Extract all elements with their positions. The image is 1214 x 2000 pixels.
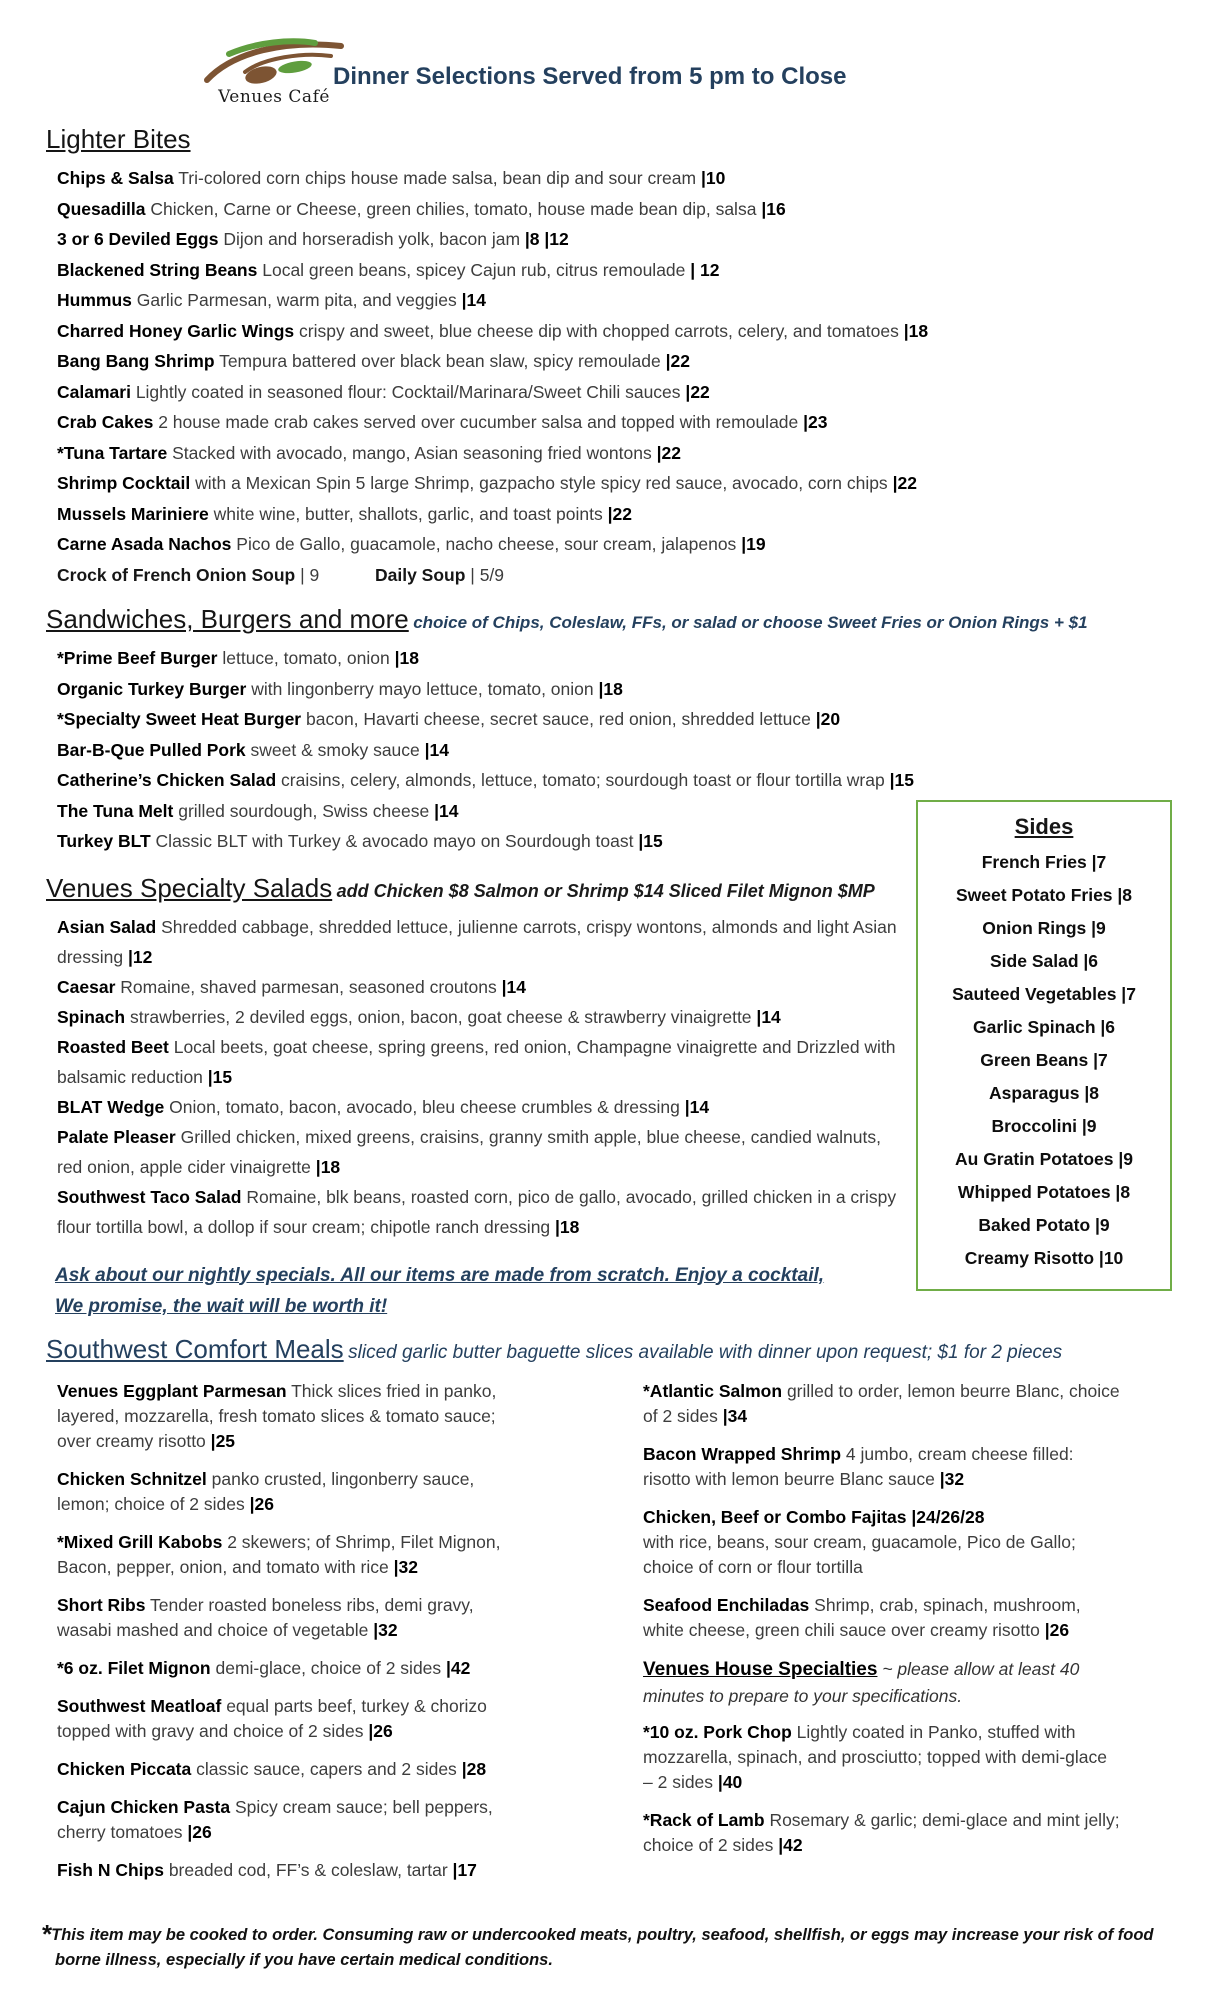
item-desc: Local beets, goat cheese, spring greens, red onion, Champagne vinaigrette and Drizzled with balsamic reduction [57, 1036, 896, 1087]
item-price: |42 [778, 1834, 803, 1855]
item-price: |14 [756, 1006, 781, 1027]
item-desc: Grilled chicken, mixed greens, craisins, granny smith apple, blue cheese, candied walnuts, red onion, apple cider vinaigrette [57, 1126, 881, 1177]
menu-item [57, 1656, 525, 1681]
item-desc: with rice, beans, sour cream, guacamole, Pico de Gallo; choice of corn or flour tortilla [643, 1531, 1076, 1577]
menu-item [57, 1182, 902, 1242]
menu-item [57, 285, 1214, 316]
menu-item [57, 912, 902, 972]
menu-item [57, 1593, 525, 1643]
menu-item [57, 765, 1214, 796]
item-price: |14 [501, 976, 526, 997]
sides-list [918, 846, 1170, 1275]
item-price: |10 [700, 168, 726, 188]
item-desc: Romaine, blk beans, roasted corn, pico de gallo, avocado, grilled chicken in a crispy flour tortilla bowl, a dollop if sour cream; chipotle ranch dressing [57, 1186, 897, 1237]
menu-item [57, 1858, 525, 1883]
menu-item [643, 1808, 1121, 1858]
menu-item [57, 316, 1214, 347]
item-name: Roasted Beet [57, 1036, 169, 1057]
item-name: Seafood Enchiladas [643, 1594, 810, 1615]
item-name: Southwest Taco Salad [57, 1186, 242, 1207]
section-note-salads: add Chicken $8 Salmon or Shrimp $14 Sliced Filet Mignon $MP [336, 880, 875, 901]
item-desc: with lingonberry mayo lettuce, tomato, onion [251, 678, 594, 699]
section-head-comfort [0, 1334, 1214, 1365]
item-desc: Rosemary & garlic; demi-glace and mint jelly; choice of 2 sides [643, 1809, 1120, 1855]
house-specialties-list [643, 1720, 1121, 1858]
item-name: Calamari [57, 381, 131, 402]
side-item: Sauteed Vegetables |7 [952, 984, 1136, 1004]
menu-item [643, 1442, 1121, 1492]
menu-item [57, 163, 1214, 194]
item-name: Cajun Chicken Pasta [57, 1796, 231, 1817]
item-name: Chicken Schnitzel [57, 1468, 207, 1489]
item-name: Bar-B-Que Pulled Pork [57, 739, 246, 760]
item-name: Palate Pleaser [57, 1126, 176, 1147]
side-item: Green Beans |7 [980, 1050, 1108, 1070]
item-desc: Lightly coated in Panko, stuffed with mozzarella, spinach, and prosciutto; topped with demi-glace – 2 sides [643, 1721, 1107, 1792]
item-desc: Classic BLT with Turkey & avocado mayo on Sourdough toast [155, 831, 634, 851]
menu-item [57, 255, 1214, 286]
section-title-salads: Venues Specialty Salads [46, 872, 333, 903]
item-name: Quesadilla [57, 198, 146, 219]
item-name: Crab Cakes [57, 412, 154, 432]
item-desc: with a Mexican Spin 5 large Shrimp, gazpacho style spicy red sauce, avocado, corn chips [195, 473, 888, 493]
sides-title: Sides [1014, 814, 1074, 839]
menu-item [643, 1720, 1121, 1795]
logo-swoosh-icon [199, 34, 349, 90]
item-desc: Shrimp, crab, spinach, mushroom, white cheese, green chili sauce over creamy risotto [643, 1594, 1081, 1640]
item-name: Hummus [57, 290, 132, 310]
menu-item [57, 1092, 902, 1122]
item-price: |32 [939, 1468, 965, 1489]
item-name: Organic Turkey Burger [57, 678, 247, 699]
menu-item [57, 1002, 902, 1032]
item-desc: Lightly coated in seasoned flour: Cocktail/Marinara/Sweet Chili sauces [135, 381, 681, 402]
item-desc: Dijon and horseradish yolk, bacon jam [223, 229, 521, 249]
side-item: Broccolini |9 [991, 1116, 1097, 1136]
item-desc: Tri-colored corn chips house made salsa, bean dip and sour cream [178, 168, 697, 188]
item-name: Bacon Wrapped Shrimp [643, 1443, 842, 1464]
side-item: Onion Rings |9 [982, 918, 1106, 938]
item-desc: Spicy cream sauce; bell peppers, cherry tomatoes [57, 1796, 493, 1842]
item-desc: Thick slices fried in panko, layered, mozzarella, fresh tomato slices & tomato sauce; over creamy risotto [57, 1380, 497, 1451]
soup-row [0, 560, 1214, 591]
side-item: Baked Potato |9 [978, 1215, 1110, 1235]
item-price: | 9 [300, 564, 320, 585]
item-desc: sweet & smoky sauce [250, 739, 420, 760]
section-head-lighter-bites [0, 124, 1214, 155]
item-name: *Prime Beef Burger [57, 648, 218, 668]
item-desc: equal parts beef, turkey & chorizo topped with gravy and choice of 2 sides [57, 1695, 487, 1741]
item-price: |14 [684, 1096, 710, 1117]
menu-item [57, 1694, 525, 1744]
item-price: |22 [892, 473, 917, 493]
item-desc: Chicken, Carne or Cheese, green chilies, tomato, house made bean dip, salsa [150, 198, 757, 219]
menu-item [57, 407, 1214, 438]
item-price: |8 |12 [524, 229, 569, 249]
item-desc: panko crusted, lingonberry sauce, lemon; choice of 2 sides [57, 1468, 475, 1514]
item-desc: Stacked with avocado, mango, Asian seasoning fried wontons [172, 442, 652, 463]
item-name: Bang Bang Shrimp [57, 351, 215, 371]
item-price: |14 [461, 290, 486, 310]
item-name: *Atlantic Salmon [643, 1380, 783, 1401]
item-price: |14 [424, 739, 450, 760]
comfort-columns [0, 1379, 1214, 1896]
item-price: |15 [638, 831, 663, 851]
item-desc: grilled sourdough, Swiss cheese [178, 800, 430, 821]
menu-item [57, 1032, 902, 1092]
sides-box [916, 800, 1172, 1291]
item-name: Short Ribs [57, 1594, 146, 1615]
logo-text: Venues Café [218, 87, 330, 107]
item-price: |26 [1044, 1619, 1070, 1640]
item-name: Chicken, Beef or Combo Fajitas [643, 1506, 907, 1527]
item-price: |22 [607, 503, 632, 524]
menu-item [57, 735, 1214, 766]
item-name: Southwest Meatloaf [57, 1695, 222, 1716]
item-desc: classic sauce, capers and 2 sides [196, 1758, 457, 1779]
item-price: |18 [555, 1216, 580, 1237]
menu-item [57, 1530, 525, 1580]
menu-header [0, 0, 1214, 118]
item-price: |18 [598, 678, 623, 699]
item-desc: 4 jumbo, cream cheese filled: risotto with lemon beurre Blanc sauce [643, 1443, 1074, 1489]
item-name: Crock of French Onion Soup [57, 564, 296, 585]
item-price: |22 [685, 381, 710, 402]
item-name: *Mixed Grill Kabobs [57, 1531, 223, 1552]
item-price: |26 [187, 1821, 212, 1842]
house-specialties-title: Venues House Specialties [643, 1658, 878, 1680]
menu-item [57, 438, 1214, 469]
venues-cafe-logo [196, 34, 352, 107]
item-name: *10 oz. Pork Chop [643, 1721, 792, 1742]
menu-item [57, 468, 1214, 499]
item-desc: Pico de Gallo, guacamole, nacho cheese, sour cream, jalapenos [236, 534, 737, 554]
menu-item [57, 1795, 525, 1845]
item-price: |18 [394, 648, 419, 668]
item-name: Chicken Piccata [57, 1758, 192, 1779]
menu-item [57, 1122, 902, 1182]
side-item: Asparagus |8 [989, 1083, 1099, 1103]
house-specialties-head [643, 1656, 1121, 1710]
menu-item [57, 1379, 525, 1454]
item-price: |19 [741, 534, 766, 554]
item-price: |28 [461, 1758, 487, 1779]
comfort-right-column [643, 1379, 1121, 1896]
item-price: |16 [761, 198, 786, 219]
item-desc: Tender roasted boneless ribs, demi gravy, wasabi mashed and choice of vegetable [57, 1594, 474, 1640]
item-price: |42 [446, 1657, 471, 1678]
menu-item [57, 704, 1214, 735]
item-name: *Specialty Sweet Heat Burger [57, 709, 302, 729]
item-name: BLAT Wedge [57, 1096, 165, 1117]
comfort-right-list [643, 1379, 1121, 1643]
side-item: Sweet Potato Fries |8 [955, 885, 1133, 905]
item-price: |24/26/28 [911, 1506, 985, 1527]
item-desc: 2 skewers; of Shrimp, Filet Mignon, Bacon, pepper, onion, and tomato with rice [57, 1531, 501, 1577]
item-name: *Rack of Lamb [643, 1809, 765, 1830]
menu-item [57, 377, 1214, 408]
item-desc: lettuce, tomato, onion [222, 648, 390, 668]
item-price: |34 [722, 1405, 748, 1426]
item-name: Mussels Mariniere [57, 503, 209, 524]
item-desc: demi-glace, choice of 2 sides [215, 1657, 442, 1678]
item-price: |20 [815, 709, 841, 729]
item-name: Asian Salad [57, 916, 157, 937]
item-price: |15 [889, 770, 914, 790]
item-name: Spinach [57, 1006, 126, 1027]
page-title: Dinner Selections Served from 5 pm to Close [333, 63, 847, 90]
item-desc: bacon, Havarti cheese, secret sauce, red onion, shredded lettuce [306, 709, 811, 729]
menu-item [643, 1379, 1121, 1429]
section-head-sandwiches [0, 604, 1214, 635]
side-item: Au Gratin Potatoes |9 [955, 1149, 1133, 1169]
item-desc: Onion, tomato, bacon, avocado, bleu cheese crumbles & dressing [169, 1096, 680, 1117]
menu-item [57, 224, 1214, 255]
item-price: |15 [207, 1066, 233, 1087]
section-title-comfort: Southwest Comfort Meals [46, 1333, 344, 1364]
side-item: Garlic Spinach |6 [972, 1017, 1116, 1037]
item-price: |12 [128, 946, 153, 967]
menu-item [57, 346, 1214, 377]
item-name: Daily Soup [374, 564, 466, 585]
side-item: Side Salad |6 [990, 951, 1098, 971]
menu-item [643, 1505, 1121, 1580]
item-desc: Romaine, shaved parmesan, seasoned croutons [120, 976, 497, 997]
footnote-text: This item may be cooked to order. Consuming raw or undercooked meats, poultry, seafood, shellfish, or eggs may increase your risk of food borne illness, especially if you have certain medical conditions. [51, 1925, 1154, 1969]
item-price: |23 [803, 412, 828, 432]
item-desc: Shredded cabbage, shredded lettuce, julienne carrots, crispy wontons, almonds and light Asian dressing [57, 916, 897, 967]
menu-item [57, 1467, 525, 1517]
menu-item [57, 1757, 525, 1782]
side-item: Whipped Potatoes |8 [957, 1182, 1131, 1202]
item-name: Turkey BLT [57, 831, 151, 851]
menu-item [57, 643, 1214, 674]
menu-item [57, 674, 1214, 705]
menu-item [643, 1593, 1121, 1643]
item-name: 3 or 6 Deviled Eggs [57, 229, 219, 249]
menu-item [57, 529, 1214, 560]
item-name: Venues Eggplant Parmesan [57, 1380, 287, 1401]
footnote [0, 1918, 1214, 1973]
item-name: Charred Honey Garlic Wings [57, 320, 295, 341]
item-price: |22 [656, 442, 681, 463]
footnote-asterisk: * [41, 1918, 52, 1949]
specials-note-line1: Ask about our nightly specials. All our items are made from scratch. Enjoy a cocktail, [55, 1264, 825, 1286]
item-price: | 12 [690, 259, 720, 280]
item-desc: strawberries, 2 deviled eggs, onion, bacon, goat cheese & strawberry vinaigrette [129, 1006, 752, 1027]
item-name: The Tuna Melt [57, 800, 174, 821]
side-item: Creamy Risotto |10 [964, 1248, 1124, 1268]
item-name: Chips & Salsa [57, 168, 174, 188]
item-price: |25 [210, 1430, 236, 1451]
comfort-left-column [57, 1379, 525, 1896]
section-note-comfort: sliced garlic butter baguette slices available with dinner upon request; $1 for 2 pieces [348, 1341, 1063, 1363]
item-desc: Tempura battered over black bean slaw, spicy remoulade [219, 351, 661, 371]
item-desc: Local green beans, spicey Cajun rub, citrus remoulade [262, 259, 686, 280]
item-name: Carne Asada Nachos [57, 534, 232, 554]
item-desc: Garlic Parmesan, warm pita, and veggies [136, 290, 457, 310]
section-title-lighter-bites: Lighter Bites [46, 124, 191, 154]
item-price: | 5/9 [470, 564, 505, 585]
item-desc: craisins, celery, almonds, lettuce, tomato; sourdough toast or flour tortilla wrap [281, 770, 885, 790]
section-note-sandwiches: choice of Chips, Coleslaw, FFs, or salad or choose Sweet Fries or Onion Rings + $1 [413, 613, 1088, 632]
item-desc: crispy and sweet, blue cheese dip with chopped carrots, celery, and tomatoes [299, 320, 899, 341]
item-name: *6 oz. Filet Mignon [57, 1657, 211, 1678]
item-price: |22 [665, 351, 690, 371]
item-price: |14 [434, 800, 459, 821]
item-price: |26 [368, 1720, 393, 1741]
item-desc: grilled to order, lemon beurre Blanc, choice of 2 sides [643, 1380, 1120, 1426]
lighter-bites-list [0, 163, 1214, 560]
item-name: Catherine’s Chicken Salad [57, 770, 277, 790]
item-price: |40 [717, 1771, 743, 1792]
item-desc: breaded cod, FF’s & coleslaw, tartar [168, 1859, 448, 1880]
item-price: |18 [903, 320, 929, 341]
item-name: Shrimp Cocktail [57, 473, 191, 493]
item-desc: 2 house made crab cakes served over cucumber salsa and topped with remoulade [158, 412, 799, 432]
item-name: *Tuna Tartare [57, 442, 168, 463]
item-name: Fish N Chips [57, 1859, 164, 1880]
item-name: Caesar [57, 976, 116, 997]
menu-item [57, 194, 1214, 225]
item-price: |32 [393, 1556, 418, 1577]
item-desc: white wine, butter, shallots, garlic, and toast points [213, 503, 603, 524]
specials-note-line2: We promise, the wait will be worth it! [55, 1295, 388, 1317]
item-price: |26 [249, 1493, 274, 1514]
item-price: |32 [373, 1619, 398, 1640]
house-specialties-note: ~ please allow at least 40 minutes to prepare to your specifications. [643, 1658, 1080, 1706]
menu-item [57, 499, 1214, 530]
menu-item [57, 972, 902, 1002]
section-title-sandwiches: Sandwiches, Burgers and more [46, 604, 409, 634]
item-price: |18 [315, 1156, 341, 1177]
side-item: French Fries |7 [981, 852, 1107, 872]
item-price: |17 [452, 1859, 477, 1880]
item-name: Blackened String Beans [57, 259, 258, 280]
